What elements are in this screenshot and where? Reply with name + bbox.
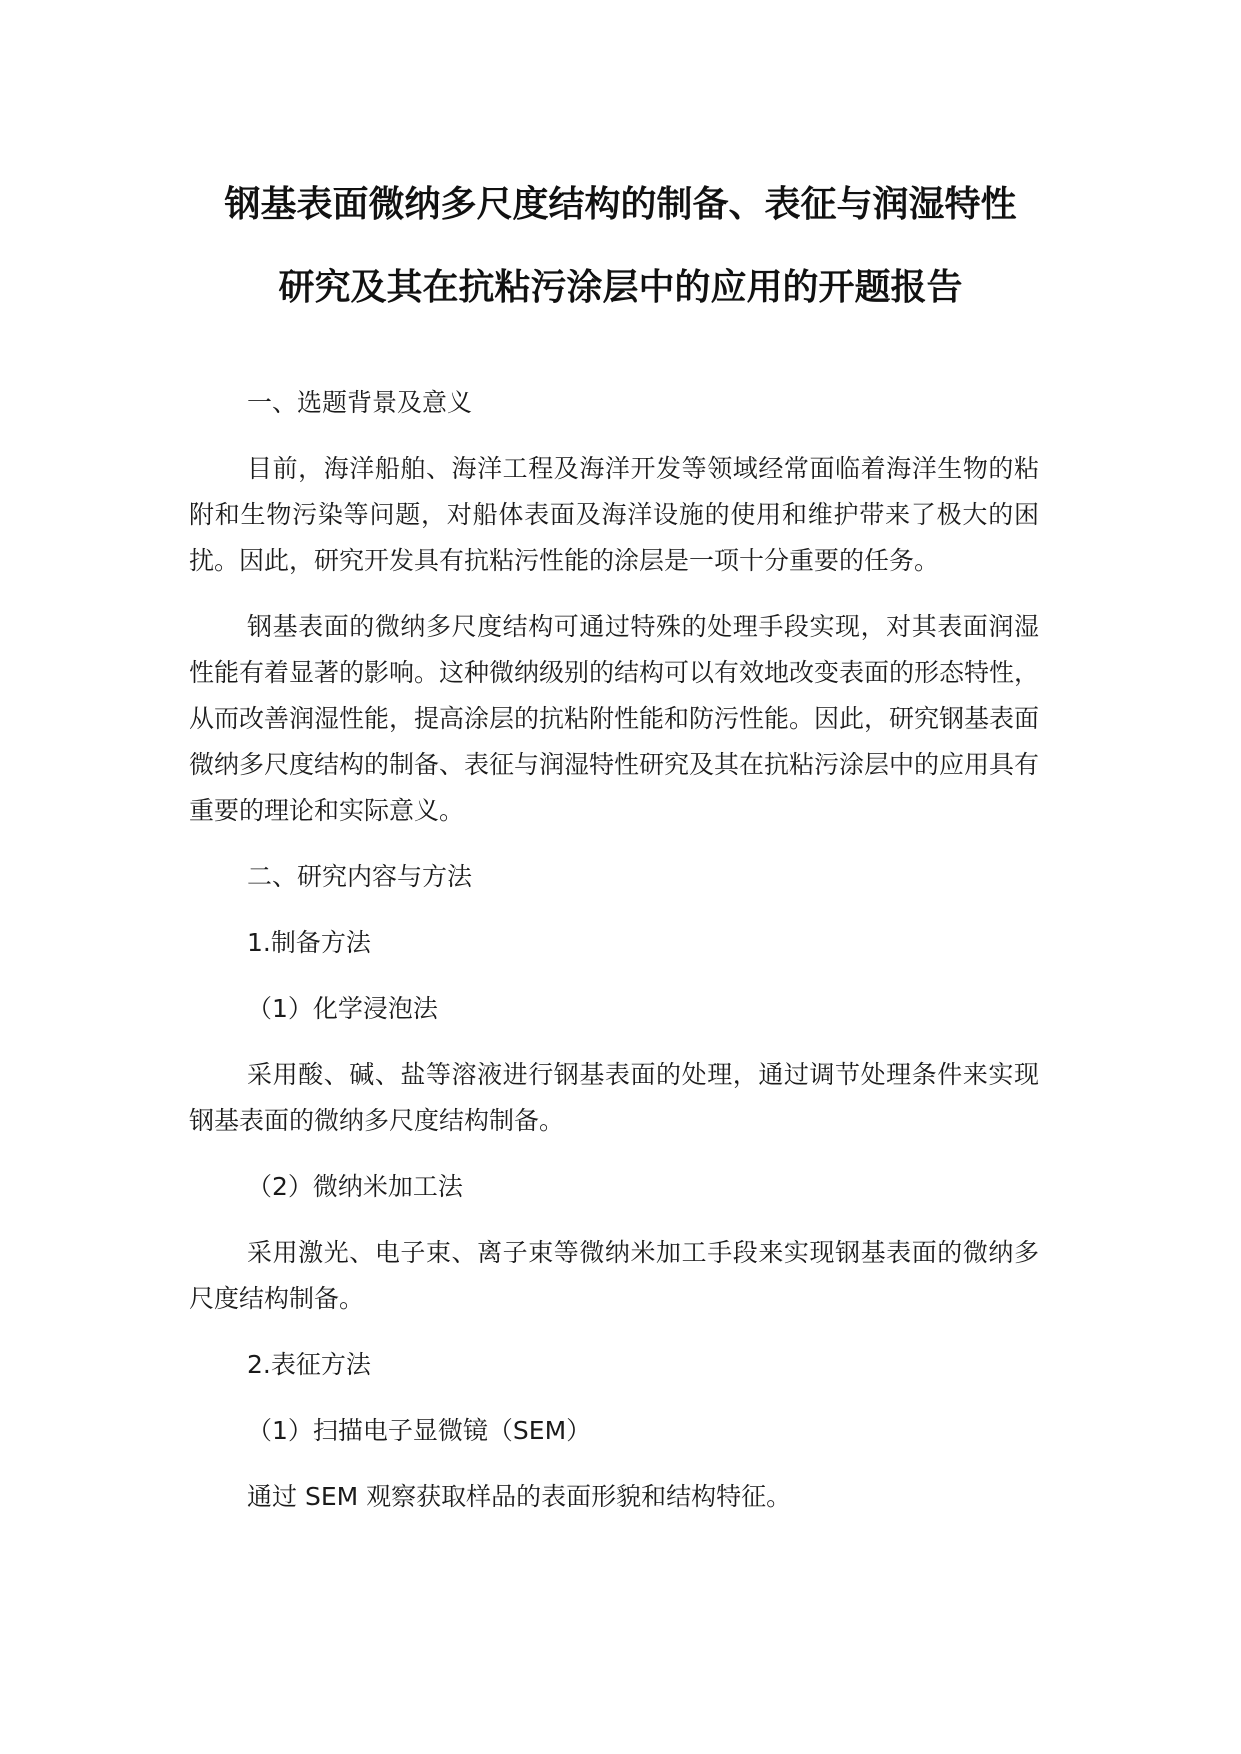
paragraph-chemical-immersion: 采用酸、碱、盐等溶液进行钢基表面的处理，通过调节处理条件来实现钢基表面的微纳多尺度结构制备。 bbox=[189, 1060, 1039, 1135]
subheading-preparation-methods: 1.制备方法 bbox=[247, 928, 371, 957]
document-body bbox=[189, 380, 1039, 1540]
paragraph-background-1: 目前，海洋船舶、海洋工程及海洋开发等领域经常面临着海洋生物的粘附和生物污染等问题，对船体表面及海洋设施的使用和维护带来了极大的困扰。因此，研究开发具有抗粘污性能的涂层是一项十分重要的任务。 bbox=[189, 454, 1039, 575]
section-heading-background: 一、选题背景及意义 bbox=[247, 388, 473, 417]
subheading-chemical-immersion: （1）化学浸泡法 bbox=[247, 994, 438, 1023]
subheading-characterization-methods: 2.表征方法 bbox=[247, 1350, 371, 1379]
section-heading-research: 二、研究内容与方法 bbox=[247, 862, 473, 891]
subheading-micro-nano-machining: （2）微纳米加工法 bbox=[247, 1172, 463, 1201]
paragraph-micro-nano-machining: 采用激光、电子束、离子束等微纳米加工手段来实现钢基表面的微纳多尺度结构制备。 bbox=[189, 1238, 1039, 1313]
paragraph-sem: 通过 SEM 观察获取样品的表面形貌和结构特征。 bbox=[247, 1482, 792, 1511]
subheading-sem: （1）扫描电子显微镜（SEM） bbox=[247, 1416, 592, 1445]
document-title-line-2: 研究及其在抗粘污涂层中的应用的开题报告 bbox=[278, 267, 963, 308]
document-title-line-1: 钢基表面微纳多尺度结构的制备、表征与润湿特性 bbox=[224, 184, 1017, 225]
paragraph-background-2: 钢基表面的微纳多尺度结构可通过特殊的处理手段实现，对其表面润湿性能有着显著的影响。这种微纳级别的结构可以有效地改变表面的形态特性，从而改善润湿性能，提高涂层的抗粘附性能和防污性能。因此，研究钢基表面微纳多尺度结构的制备、表征与润湿特性研究及其在抗粘污涂层中的应用具有重要的理论和实际意义。 bbox=[189, 612, 1040, 825]
